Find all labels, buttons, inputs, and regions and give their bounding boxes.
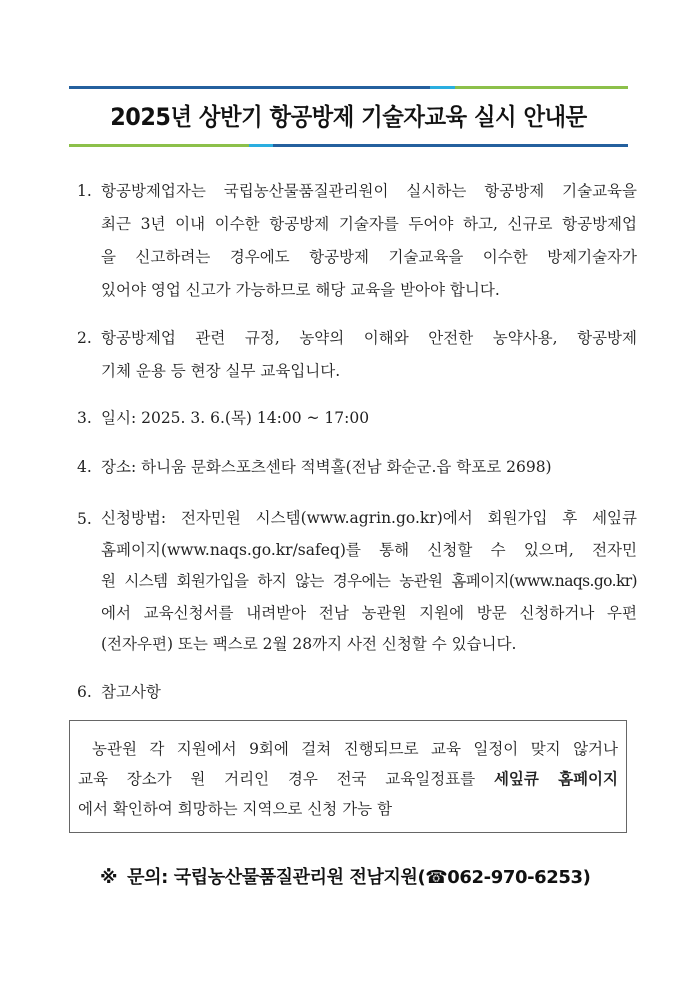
note-line — [78, 764, 618, 794]
reference-mark-icon: ※ — [100, 867, 118, 888]
header-rule-bottom — [69, 144, 628, 147]
item-text-line: 에서 교육신청서를 내려받아 전남 농관원 지원에 방문 신청하거나 우편 — [101, 603, 637, 622]
item-text-line: 있어야 영업 신고가 가능하므로 해당 교육을 받아야 합니다. — [101, 281, 500, 299]
list-item-3-schedule — [77, 402, 637, 435]
item-number: 2. — [77, 329, 92, 347]
item-text-line: 을 신고하려는 경우에도 항공방제 기술교육을 이수한 방제기술자가 — [101, 248, 637, 266]
item-number: 3. — [77, 409, 92, 427]
note-text: 교육 장소가 원 거리인 경우 전국 교육일정표를 — [78, 770, 494, 788]
note-emphasis: 세잎큐 홈페이지 — [493, 770, 618, 788]
item-text-line: 참고사항 — [101, 683, 161, 701]
item-text-line: 최근 3년 이내 이수한 항공방제 기술자를 두어야 하고, 신규로 항공방제업 — [101, 215, 637, 233]
item-number: 6. — [77, 683, 92, 701]
list-item-4-location — [77, 451, 637, 484]
contact-text: 문의: 국립농산물품질관리원 전남지원(☎062-970-6253) — [127, 867, 591, 888]
item-text-line: 원 시스템 회원가입을 하지 않는 경우에는 농관원 홈페이지(www.naqs.go.kr) — [101, 572, 637, 590]
item-number: 5. — [77, 510, 92, 528]
note-line: 에서 확인하여 희망하는 지역으로 신청 가능 함 — [78, 800, 393, 818]
item-text-line: (전자우편) 또는 팩스로 2월 28까지 사전 신청할 수 있습니다. — [101, 635, 517, 653]
item-text-line: 기체 운용 등 현장 실무 교육입니다. — [101, 362, 341, 380]
note-line: 농관원 각 지원에서 9회에 걸쳐 진행되므로 교육 일정이 맞지 않거나 — [92, 740, 618, 758]
list-item-6-notes — [77, 676, 637, 709]
item-text-line: 항공방제업 관련 규정, 농약의 이해와 안전한 농약사용, 항공방제 — [101, 329, 637, 347]
item-text-line: 일시: 2025. 3. 6.(목) 14:00 ~ 17:00 — [101, 409, 370, 427]
contact-footer — [100, 862, 600, 894]
note-box — [69, 720, 627, 833]
list-item-5-application — [77, 503, 637, 661]
header-rule-top — [69, 86, 628, 89]
list-item-2 — [77, 322, 637, 388]
list-item-1 — [77, 175, 637, 307]
item-text-line: 신청방법: 전자민원 시스템(www.agrin.go.kr)에서 회원가입 후 세잎큐 — [101, 509, 637, 527]
page-title: 2025년 상반기 항공방제 기술자교육 실시 안내문 — [110, 103, 587, 131]
item-text-line: 홈페이지(www.naqs.go.kr/safeq)를 통해 신청할 수 있으며, 전자민 — [101, 540, 637, 559]
item-text-line: 장소: 하니움 문화스포츠센타 적벽홀(전남 화순군.읍 학포로 2698) — [101, 458, 552, 476]
item-number: 4. — [77, 458, 92, 476]
item-number: 1. — [77, 182, 92, 200]
item-text-line: 항공방제업자는 국립농산물품질관리원이 실시하는 항공방제 기술교육을 — [101, 182, 637, 200]
